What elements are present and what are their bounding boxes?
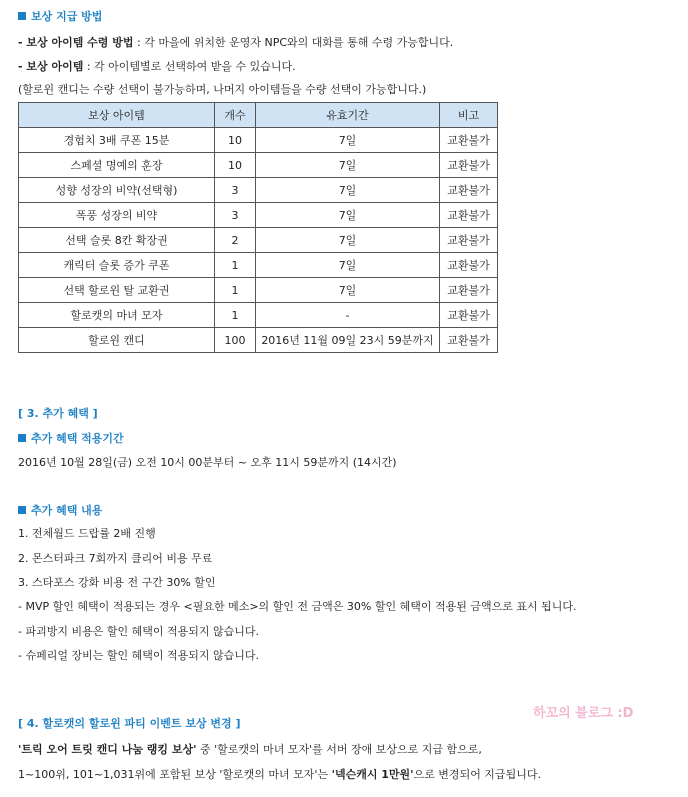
table-row [19, 253, 498, 278]
table-row [19, 303, 498, 328]
list-item: 3. 스타포스 강화 비용 전 구간 30% 할인 [18, 576, 216, 589]
table-row [19, 203, 498, 228]
header-note: 비고 [440, 103, 498, 128]
reward-heading: 보상 지급 방법 [18, 8, 102, 24]
reward-item-line: - 보상 아이템 : 각 아이템별로 선택하여 받을 수 있습니다. [18, 60, 296, 73]
cell-item: 성향 성장의 비약(선택형) [19, 178, 215, 203]
cell-note: 교환불가 [440, 303, 498, 328]
list-item: - 파괴방지 비용은 할인 혜택이 적용되지 않습니다. [18, 625, 259, 638]
cell-validity: 7일 [256, 153, 440, 178]
list-item: - 슈페리얼 장비는 할인 혜택이 적용되지 않습니다. [18, 649, 259, 662]
cell-note: 교환불가 [440, 128, 498, 153]
cell-count: 1 [215, 303, 256, 328]
cell-item: 경험치 3배 쿠폰 15분 [19, 128, 215, 153]
cell-count: 2 [215, 228, 256, 253]
cell-validity: 7일 [256, 178, 440, 203]
square-bullet-icon [18, 12, 26, 20]
table-row [19, 153, 498, 178]
cell-validity: - [256, 303, 440, 328]
cell-validity: 2016년 11월 09일 23시 59분까지 [256, 328, 440, 353]
list-item: 2. 몬스터파크 7회까지 클리어 비용 무료 [18, 552, 213, 565]
cell-validity: 7일 [256, 253, 440, 278]
cell-count: 3 [215, 203, 256, 228]
reward-table [18, 102, 498, 353]
reward-note: (할로윈 캔디는 수량 선택이 불가능하며, 나머지 아이템들을 수량 선택이 가능합니다.) [18, 83, 427, 96]
cell-note: 교환불가 [440, 253, 498, 278]
cell-count: 1 [215, 278, 256, 303]
section4-line1: '트릭 오어 트릿 캔디 나눔 랭킹 보상' 중 '할로캣의 마녀 모자'를 서버 장애 보상으로 지급 함으로, [18, 743, 482, 756]
table-row [19, 328, 498, 353]
table-row [19, 278, 498, 303]
cell-validity: 7일 [256, 278, 440, 303]
cell-item: 할로윈 캔디 [19, 328, 215, 353]
cell-item: 선택 슬롯 8칸 확장권 [19, 228, 215, 253]
list-item: 1. 전체월드 드랍률 2배 진행 [18, 527, 156, 540]
cell-count: 10 [215, 153, 256, 178]
content-heading: 추가 혜택 내용 [18, 502, 102, 518]
table-row [19, 178, 498, 203]
square-bullet-icon [18, 434, 26, 442]
cell-item: 할로캣의 마녀 모자 [19, 303, 215, 328]
cell-note: 교환불가 [440, 228, 498, 253]
cell-note: 교환불가 [440, 153, 498, 178]
cell-count: 3 [215, 178, 256, 203]
table-header-row [19, 103, 498, 128]
cell-item: 스페셜 명예의 훈장 [19, 153, 215, 178]
cell-note: 교환불가 [440, 178, 498, 203]
cell-validity: 7일 [256, 203, 440, 228]
header-count: 개수 [215, 103, 256, 128]
cell-count: 1 [215, 253, 256, 278]
cell-validity: 7일 [256, 128, 440, 153]
header-validity: 유효기간 [256, 103, 440, 128]
cell-count: 100 [215, 328, 256, 353]
period-text: 2016년 10월 28일(금) 오전 10시 00분부터 ~ 오후 11시 59분까지 (14시간) [18, 456, 397, 469]
section3-title: [ 3. 추가 혜택 ] [18, 407, 98, 420]
section4-line2: 1~100위, 101~1,031위에 포함된 보상 '할로캣의 마녀 모자'는 '넥슨캐시 1만원'으로 변경되어 지급됩니다. [18, 768, 541, 781]
square-bullet-icon [18, 506, 26, 514]
table-row [19, 228, 498, 253]
cell-item: 캐릭터 슬롯 증가 쿠폰 [19, 253, 215, 278]
period-heading: 추가 혜택 적용기간 [18, 430, 124, 446]
cell-item: 폭풍 성장의 비약 [19, 203, 215, 228]
section4-title: [ 4. 할로캣의 할로윈 파티 이벤트 보상 변경 ] [18, 717, 241, 730]
cell-count: 10 [215, 128, 256, 153]
reward-method-line: - 보상 아이템 수령 방법 : 각 마을에 위치한 운영자 NPC와의 대화를 통해 수령 가능합니다. [18, 36, 454, 49]
cell-note: 교환불가 [440, 278, 498, 303]
cell-note: 교환불가 [440, 203, 498, 228]
cell-item: 선택 할로윈 탈 교환권 [19, 278, 215, 303]
cell-note: 교환불가 [440, 328, 498, 353]
header-item: 보상 아이템 [19, 103, 215, 128]
blog-watermark: 하꼬의 블로그 :D [533, 706, 634, 721]
table-row [19, 128, 498, 153]
cell-validity: 7일 [256, 228, 440, 253]
list-item: - MVP 할인 혜택이 적용되는 경우 <필요한 메소>의 할인 전 금액은 30% 할인 혜택이 적용된 금액으로 표시 됩니다. [18, 600, 577, 613]
